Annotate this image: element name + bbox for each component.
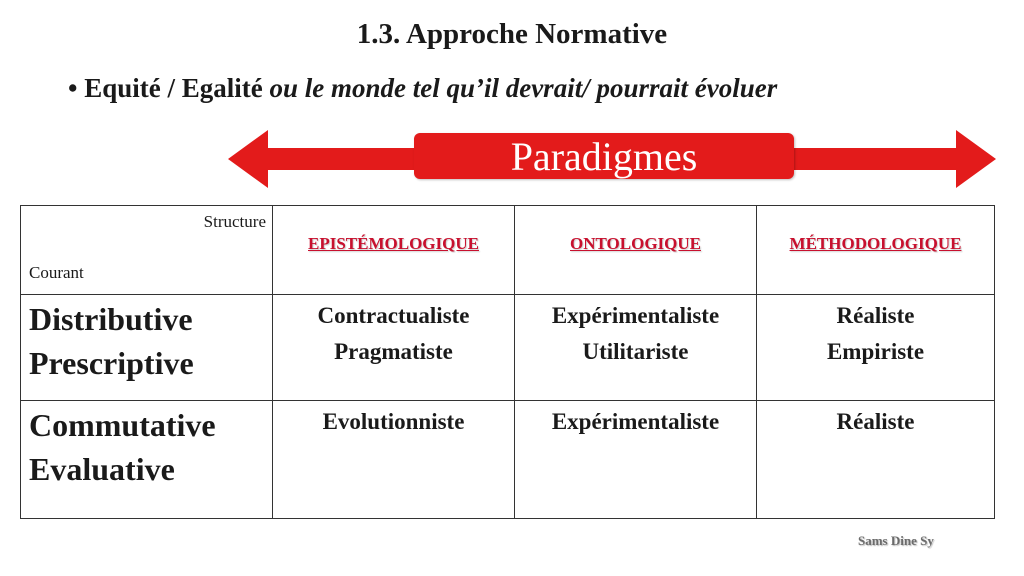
bullet-emphasis: ou le monde tel qu’il devrait/ pourrait évoluer — [269, 73, 778, 103]
row-label-commutative — [21, 401, 273, 519]
cell-epistemologique — [273, 401, 515, 519]
table-row — [21, 401, 995, 519]
row-label-line: Distributive — [29, 301, 193, 337]
header-methodologique: MÉTHODOLOGIQUE — [757, 206, 995, 295]
table-header-row — [21, 206, 995, 295]
row-label-distributive — [21, 295, 273, 401]
table-row — [21, 295, 995, 401]
row-label-line: Commutative — [29, 407, 216, 443]
corner-structure-label: Structure — [203, 212, 266, 231]
cell-methodologique — [757, 295, 995, 401]
slide-title: 1.3. Approche Normative — [356, 18, 668, 50]
cell-value: Empiriste — [826, 339, 925, 364]
cell-value: Pragmatiste — [334, 339, 453, 364]
cell-ontologique — [515, 401, 757, 519]
header-ontologique: ONTOLOGIQUE — [515, 206, 757, 295]
cell-value: Réaliste — [836, 409, 915, 434]
bullet-marker: • — [68, 73, 78, 103]
cell-value: Utilitariste — [582, 339, 689, 364]
author-credit: Sams Dine Sy — [858, 533, 934, 548]
cell-value: Réaliste — [836, 303, 915, 328]
paradigm-label: Paradigmes — [414, 133, 794, 179]
bullet-text: Equité / Egalité — [84, 73, 270, 103]
cell-value: Expérimentaliste — [551, 409, 720, 434]
header-epistemologique: EPISTÉMOLOGIQUE — [273, 206, 515, 295]
row-label-line: Evaluative — [29, 451, 175, 487]
cell-value: Contractualiste — [317, 303, 470, 328]
paradigm-table — [20, 205, 995, 519]
cell-value: Expérimentaliste — [551, 303, 720, 328]
cell-methodologique — [757, 401, 995, 519]
corner-cell — [21, 206, 273, 295]
row-label-line: Prescriptive — [29, 345, 194, 381]
cell-ontologique — [515, 295, 757, 401]
cell-epistemologique — [273, 295, 515, 401]
cell-value: Evolutionniste — [322, 409, 465, 434]
bullet-line — [68, 73, 777, 104]
corner-courant-label: Courant — [29, 263, 84, 282]
